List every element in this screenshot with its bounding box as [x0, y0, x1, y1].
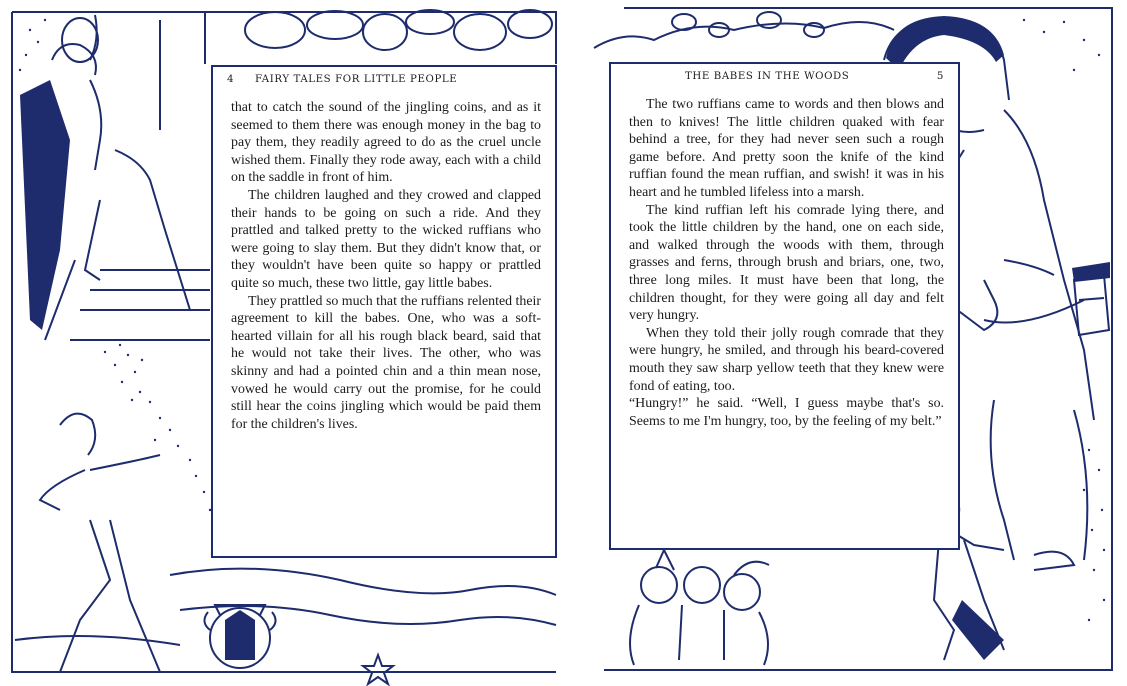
paragraph: “Hungry!” he said. “Well, I guess maybe that's so. Seems to me I'm hungry, too, by the feeling of my belt.” [629, 396, 944, 429]
paragraph: that to catch the sound of the jingling coins, and as it seemed to them there was enough money in the bag to pay them, they readily agreed to do as the cruel uncle wished them. Finally they rode away, each with a child on the saddle in front of him. [231, 100, 541, 186]
paragraph: They prattled so much that the ruffians relented their agreement to kill the babes. One, who was a soft-hearted villain for all his rough black beard, said that he would not take their lives. The other, who was skinny and had a pointed chin and a thin mean nose, vowed he would carry out the promise, for he could still hear the coins jingling which would be paid them for the children's lives. [231, 293, 541, 432]
running-head: FAIRY TALES FOR LITTLE PEOPLE [255, 74, 458, 85]
page-number: 5 [936, 71, 944, 82]
paragraph: When they told their jolly rough comrade that they were hungry, he smiled, and through his beard-covered mouth they saw sharp yellow teeth that they knew were fond of eating, too. [629, 325, 944, 394]
right-body-text [629, 96, 944, 430]
left-page [0, 0, 563, 686]
left-running-header [227, 74, 541, 88]
right-running-header [625, 71, 944, 85]
paragraph: The children laughed and they crowed and clapped their hands to be going on such a ride. And they prattled and talked pretty to the wicked ruffians who were going to slay them. But they didn't know that, or they wouldn't have been quite so happy or prattled quite so much, these two little, gay little babes. [231, 187, 541, 291]
running-head: THE BABES IN THE WOODS [685, 71, 850, 82]
left-text-panel [211, 65, 557, 558]
page-number: 4 [227, 74, 235, 85]
right-text-panel [609, 62, 960, 550]
left-body-text [231, 99, 541, 433]
paragraph: The two ruffians came to words and then blows and then to knives! The little children quaked with fear behind a tree, for they had never seen such a rough game before. And pretty soon the knife of the kind ruffian found the mean ruffian, and swish! it was in his heart and he tumbled lifeless into a marsh. [629, 97, 944, 200]
right-page [564, 0, 1127, 686]
paragraph: The kind ruffian left his comrade lying there, and took the little children by the hand, one on each side, and walked through the woods with them, through grasses and ferns, through brush and briars, one, two, three long miles. It must have been that long, the children thought, for they were going all day and felt very hungry. [629, 202, 944, 324]
